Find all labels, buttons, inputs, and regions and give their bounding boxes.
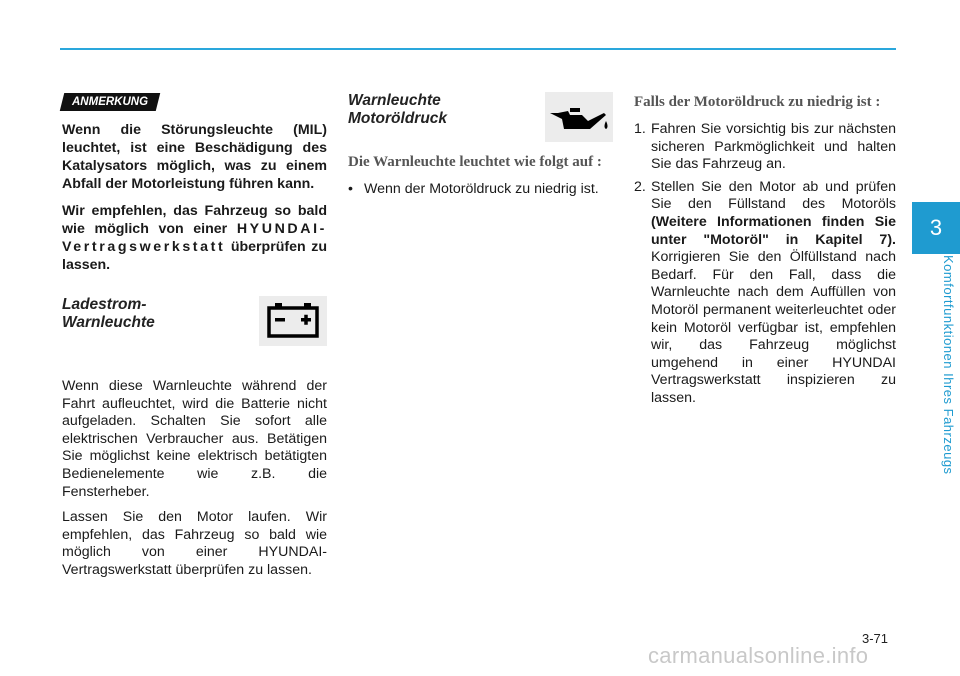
chapter-reference: (Weitere Informationen finden Sie unter "Motoröl" in Kapitel 7).: [651, 213, 896, 248]
column-middle: [348, 92, 613, 199]
note-badge: ANMERKUNG: [60, 93, 161, 111]
charging-paragraph-2: Lassen Sie den Motor laufen. Wir empfehlen, das Fahrzeug so bald wie möglich von einer HYUNDAI-Vertragswerkstatt überprüfen zu lassen.: [62, 509, 327, 578]
list-item: 1. Fahren Sie vorsichtig bis zur nächsten sicheren Parkmöglichkeit und halten Sie das Fahrzeug an.: [634, 121, 896, 173]
oil-warning-header: [348, 92, 613, 142]
oil-warning-subheading: Die Warnleuchte leuchtet wie folgt auf :: [348, 154, 602, 170]
column-right: [634, 92, 896, 413]
list-item: 2. Stellen Sie den Motor ab und prüfen Sie den Füllstand des Motoröls (Weitere Informationen finden Sie unter "Motoröl" in Kapitel 7). Korrigieren Sie den Ölfüllstand nach Bedarf. Für den Fall, dass die Warnleuchte nach dem Auffüllen von Motoröl permanent weiterleuchtet oder kein Motoröl verfügbar ist, empfehlen wir, das Fahrzeug möglichst umgehend in einer HYUNDAI Vertragswerkstatt inspizieren zu lassen.: [634, 178, 896, 406]
dealer-name: HYUNDAI-Vertragswerkstatt: [62, 221, 327, 255]
column-left: [62, 92, 327, 588]
page-number: 3-71: [862, 631, 889, 646]
watermark: carmanualsonline.info: [648, 643, 869, 668]
battery-icon: [259, 296, 327, 346]
charging-warning-header: [62, 296, 327, 346]
charging-paragraph-1: Wenn diese Warnleuchte während der Fahrt aufleuchtet, wird die Batterie nicht aufgeladen. Schalten Sie sofort alle elektrischen Verbraucher aus. Betätigen Sie möglichst keine elektrisch betätigten Bedienelemente wie z.B. die Fensterheber.: [62, 378, 327, 500]
chapter-title: Komfortfunktionen Ihres Fahrzeugs: [941, 255, 956, 475]
low-oil-heading: Falls der Motoröldruck zu niedrig ist :: [634, 94, 881, 110]
note-paragraph-1: Wenn die Störungsleuchte (MIL) leuchtet, ist eine Beschädigung des Katalysators möglich, was zu einem Abfall der Motorleistung führen kann.: [62, 122, 327, 192]
oil-warning-heading: Warnleuchte Motoröldruck: [348, 92, 448, 127]
oil-can-icon: [545, 92, 613, 142]
chapter-tab: 3: [912, 202, 960, 254]
charging-warning-heading: Ladestrom-Warnleuchte: [62, 296, 155, 331]
oil-warning-bullet: • Wenn der Motoröldruck zu niedrig ist.: [348, 181, 599, 197]
header-rule: [60, 48, 896, 50]
note-paragraph-2: Wir empfehlen, das Fahrzeug so bald wie möglich von einer HYUNDAI-Vertragswerkstatt überprüfen zu lassen.: [62, 203, 327, 273]
